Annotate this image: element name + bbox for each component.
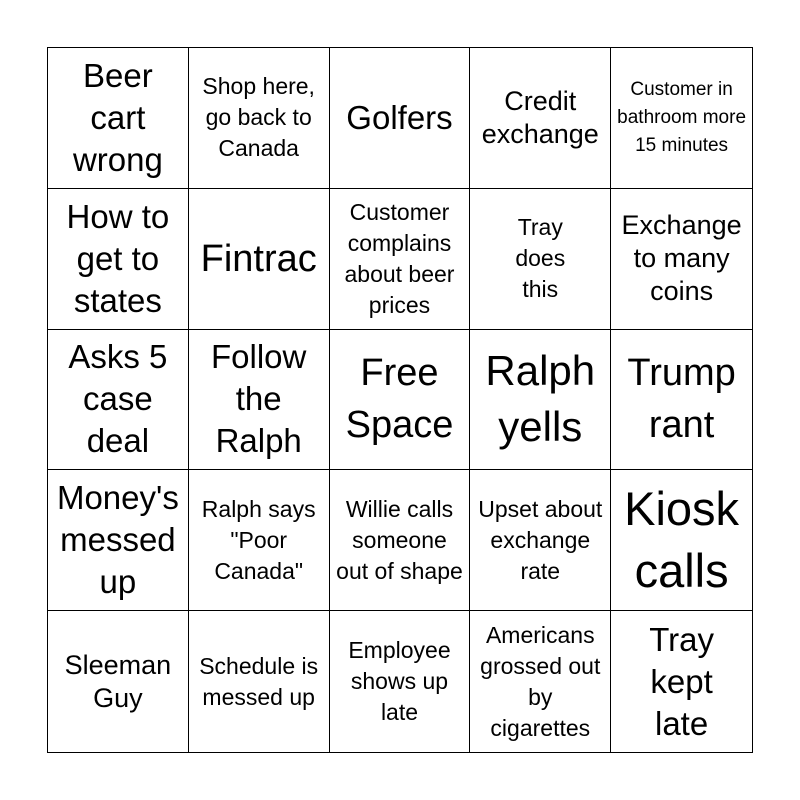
bingo-cell[interactable] (470, 470, 611, 611)
bingo-cell[interactable] (189, 330, 330, 471)
bingo-cell-text: Follow the Ralph (211, 338, 307, 460)
bingo-cell-text: Upset about exchange rate (478, 495, 603, 584)
bingo-cell-text: Tray kept late (649, 620, 714, 742)
bingo-cell[interactable] (189, 48, 330, 189)
bingo-cell-text: Customer in bathroom more 15 minutes (617, 78, 747, 156)
bingo-cell-text: Exchange to many coins (621, 210, 742, 307)
bingo-cell[interactable] (470, 48, 611, 189)
bingo-cell-text: Beer cart wrong (72, 56, 163, 178)
bingo-cell-text: Schedule is messed up (199, 652, 319, 710)
bingo-cell[interactable] (189, 470, 330, 611)
bingo-cell[interactable] (470, 330, 611, 471)
bingo-cell-text: Sleeman Guy (64, 649, 172, 713)
bingo-cell-text: Credit exchange (481, 85, 599, 149)
bingo-cell[interactable] (330, 611, 471, 752)
bingo-cell[interactable] (611, 189, 752, 330)
bingo-cell[interactable] (611, 330, 752, 471)
bingo-cell-text: Ralph says "Poor Canada" (201, 495, 316, 584)
bingo-cell[interactable] (189, 611, 330, 752)
bingo-cell[interactable] (611, 611, 752, 752)
bingo-cell[interactable] (48, 330, 189, 471)
bingo-cell[interactable] (330, 189, 471, 330)
bingo-cell[interactable] (470, 611, 611, 752)
bingo-cell[interactable] (189, 189, 330, 330)
bingo-cell-text: Kiosk calls (624, 482, 740, 598)
bingo-cell-text: Money's messed up (56, 479, 179, 601)
bingo-cell-text: Shop here, go back to Canada (202, 73, 315, 162)
bingo-cell-text: Employee shows up late (348, 637, 451, 726)
bingo-cell-text: Free Space (345, 352, 454, 447)
bingo-cell[interactable] (48, 48, 189, 189)
bingo-cell[interactable] (330, 330, 471, 471)
bingo-cell[interactable] (48, 470, 189, 611)
bingo-cell[interactable] (611, 48, 752, 189)
bingo-board (47, 47, 753, 753)
bingo-cell-text: How to get to states (66, 197, 170, 319)
bingo-cell-text: Asks 5 case deal (68, 338, 168, 460)
bingo-cell[interactable] (611, 470, 752, 611)
bingo-cell-text: Fintrac (200, 237, 317, 280)
bingo-cell-text: Willie calls someone out of shape (336, 495, 463, 584)
bingo-cell-text: Trump rant (627, 352, 736, 447)
bingo-cell-text: Ralph yells (485, 347, 596, 451)
bingo-cell[interactable] (48, 611, 189, 752)
bingo-cell[interactable] (48, 189, 189, 330)
bingo-cell[interactable] (330, 470, 471, 611)
bingo-cell-text: Golfers (346, 98, 453, 136)
bingo-cell-text: Customer complains about beer prices (344, 198, 455, 318)
bingo-cell-text: Americans grossed out by cigarettes (480, 621, 601, 741)
bingo-cell-text: Tray does this (515, 214, 566, 303)
bingo-cell[interactable] (330, 48, 471, 189)
bingo-cell[interactable] (470, 189, 611, 330)
